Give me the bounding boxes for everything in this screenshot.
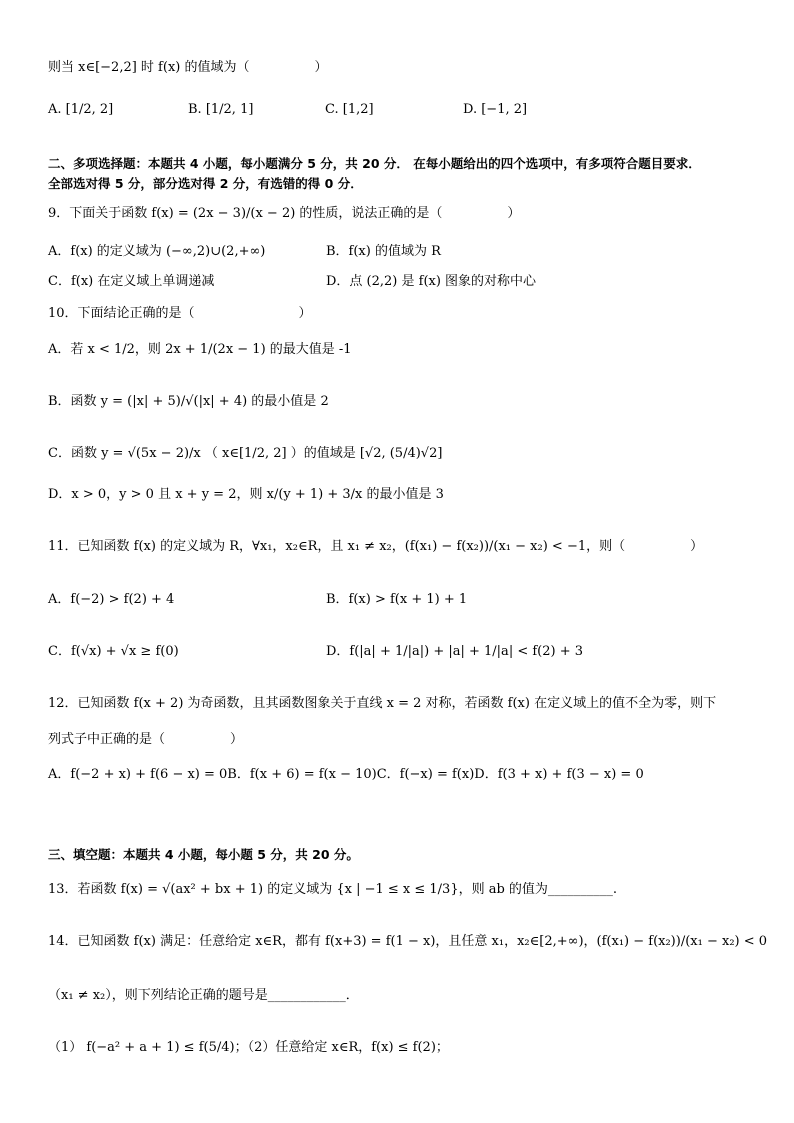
q10-option-a: A．若 x < 1/2，则 2x + 1/(2x − 1) 的最大值是 -1 xyxy=(48,342,352,357)
section2-header-2: 全部选对得 5 分，部分选对得 2 分，有选错的得 0 分． xyxy=(48,176,363,191)
q8-option-b: B. [1/2, 1] xyxy=(188,102,254,117)
q14-stem-2: （x₁ ≠ x₂），则下列结论正确的题号是____________． xyxy=(48,988,359,1003)
q9-option-a: A．f(x) 的定义域为 (−∞,2)∪(2,+∞) xyxy=(48,244,266,259)
q11-option-d: D．f(|a| + 1/|a|) + |a| + 1/|a| < f(2) + 3 xyxy=(326,644,584,659)
q8-option-c: C. [1,2] xyxy=(325,102,374,117)
q10-option-d: D．x > 0，y > 0 且 x + y = 2，则 x/(y + 1) + 3/x 的最小值是 3 xyxy=(48,487,444,502)
q9-stem: 9．下面关于函数 f(x) = (2x − 3)/(x − 2) 的性质，说法正确的是（ ） xyxy=(48,206,521,221)
q9-option-b: B．f(x) 的值域为 R xyxy=(326,244,441,259)
section3-header: 三、填空题：本题共 4 小题，每小题 5 分，共 20 分。 xyxy=(48,847,359,862)
section2-header-1: 二、多项选择题：本题共 4 小题，每小题满分 5 分，共 20 分． 在每小题给出的四个选项中，有多项符合题目要求． xyxy=(48,156,701,171)
q8-option-a: A. [1/2, 2] xyxy=(48,102,114,117)
q11-option-c: C．f(√x) + √x ≥ f(0) xyxy=(48,644,179,659)
q11-option-b: B．f(x) > f(x + 1) + 1 xyxy=(326,592,468,607)
q8-option-d: D. [−1, 2] xyxy=(463,102,528,117)
q10-option-c: C．函数 y = √(5x − 2)/x （ x∈[1/2, 2] ）的值域是 [√2, (5/4)√2] xyxy=(48,446,443,461)
intro-line: 则当 x∈[−2,2] 时 f(x) 的值域为（ ） xyxy=(48,60,328,75)
q10-option-b: B．函数 y = (|x| + 5)/√(|x| + 4) 的最小值是 2 xyxy=(48,394,329,409)
q12-stem-1: 12．已知函数 f(x + 2) 为奇函数，且其函数图象关于直线 x = 2 对称，若函数 f(x) 在定义域上的值不全为零，则下 xyxy=(48,696,717,711)
q14-stem-1: 14．已知函数 f(x) 满足：任意给定 x∈R，都有 f(x+3) = f(1 − x)，且任意 x₁，x₂∈[2,+∞)，(f(x₁) − f(x₂))/(x₁ − x₂) < 0 xyxy=(48,934,768,949)
q11-stem: 11．已知函数 f(x) 的定义域为 R，∀x₁，x₂∈R，且 x₁ ≠ x₂，(f(x₁) − f(x₂))/(x₁ − x₂) < −1，则（ ） xyxy=(48,539,704,554)
q11-option-a: A．f(−2) > f(2) + 4 xyxy=(48,592,175,607)
q9-option-d: D．点 (2,2) 是 f(x) 图象的对称中心 xyxy=(326,274,537,289)
q9-option-c: C．f(x) 在定义域上单调递减 xyxy=(48,274,215,289)
q10-stem: 10．下面结论正确的是（ ） xyxy=(48,306,312,321)
q14-stem-3: （1） f(−a² + a + 1) ≤ f(5/4)；（2）任意给定 x∈R，f(x) ≤ f(2)； xyxy=(48,1040,449,1055)
q12-stem-2: 列式子中正确的是（ ） xyxy=(48,732,244,747)
q12-options: A．f(−2 + x) + f(6 − x) = 0B．f(x + 6) = f(x − 10)C．f(−x) = f(x)D．f(3 + x) + f(3 − x) = 0 xyxy=(48,767,644,782)
q13-stem: 13．若函数 f(x) = √(ax² + bx + 1) 的定义域为 {x | −1 ≤ x ≤ 1/3}，则 ab 的值为__________. xyxy=(48,882,618,897)
